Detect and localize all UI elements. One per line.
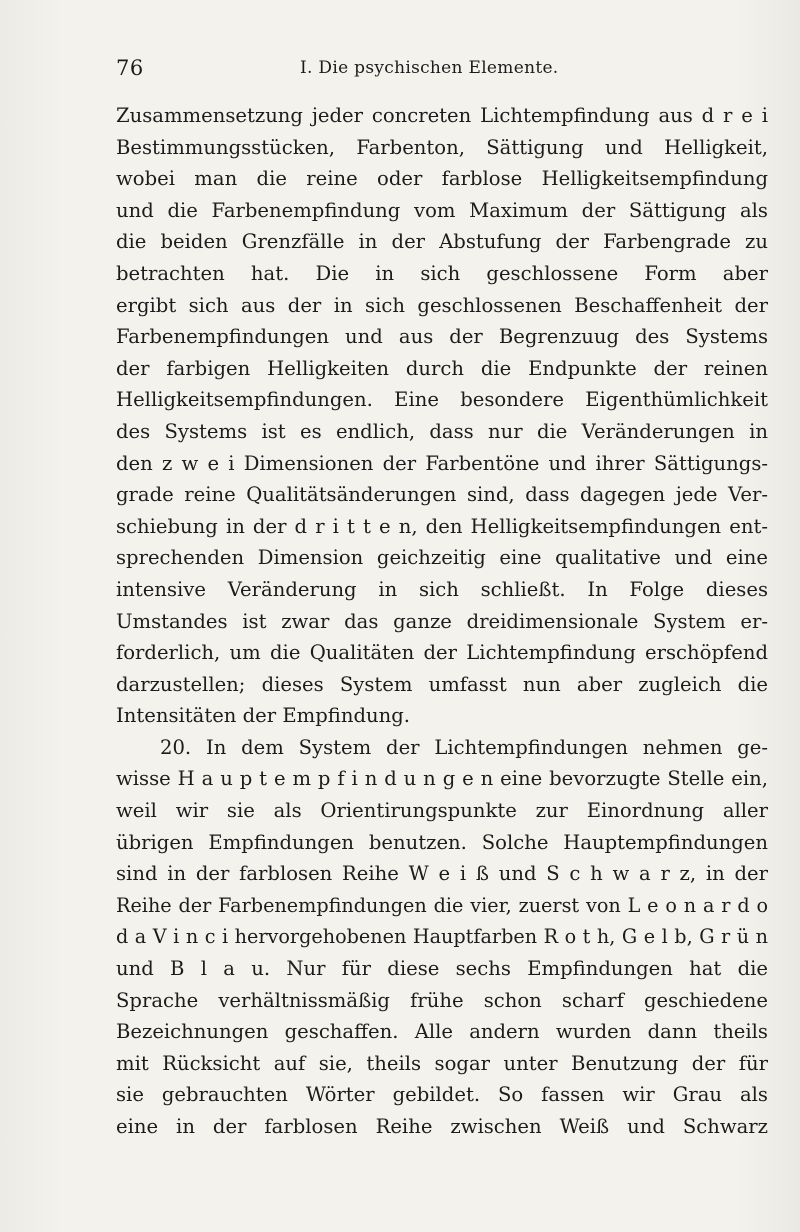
- text-line: wisse H a u p t e m p f i n d u n g e n eine bevorzugte Stelle ein,: [116, 767, 768, 791]
- text-line: Sprache verhältnissmäßig frühe schon scharf geschiedene: [116, 988, 768, 1012]
- text-line: intensive Veränderung in sich schließt. In Folge dieses: [116, 577, 768, 601]
- text-line: schiebung in der d r i t t e n, den Helligkeitsempfindungen ent-: [116, 514, 768, 538]
- text-line: die beiden Grenzfälle in der Abstufung der Farbengrade zu: [116, 230, 768, 254]
- text-line: d a V i n c i hervorgehobenen Hauptfarben R o t h, G e l b, G r ü n: [116, 925, 768, 949]
- text-line: Bestimmungsstücken, Farbenton, Sättigung und Helligkeit,: [116, 135, 768, 159]
- text-line: wobei man die reine oder farblose Helligkeitsempfindung: [116, 167, 768, 191]
- text-line: Farbenempfindungen und aus der Begrenzuug des Systems: [116, 325, 768, 349]
- text-line: grade reine Qualitätsänderungen sind, dass dagegen jede Ver-: [116, 483, 768, 507]
- text-line: Helligkeitsempfindungen. Eine besondere Eigenthümlichkeit: [116, 388, 768, 412]
- text-line: darzustellen; dieses System umfasst nun aber zugleich die: [116, 672, 768, 696]
- text-line: der farbigen Helligkeiten durch die Endpunkte der reinen: [116, 356, 768, 380]
- text-line: weil wir sie als Orientirungspunkte zur Einordnung aller: [116, 799, 768, 823]
- text-line: forderlich, um die Qualitäten der Lichtempfindung erschöpfend: [116, 641, 768, 665]
- text-line: eine in der farblosen Reihe zwischen Weiß und Schwarz: [116, 1115, 768, 1138]
- text-line: Zusammensetzung jeder concreten Lichtempfindung aus d r e i: [116, 104, 768, 127]
- running-head: I. Die psychischen Elemente.: [300, 58, 559, 78]
- text-line: sind in der farblosen Reihe W e i ß und S c h w a r z, in der: [116, 862, 768, 886]
- text-line: übrigen Empfindungen benutzen. Solche Hauptempfindungen: [116, 830, 768, 854]
- text-line: mit Rücksicht auf sie, theils sogar unter Benutzung der für: [116, 1051, 768, 1075]
- page-number: 76: [116, 56, 144, 80]
- page-header: [116, 56, 766, 90]
- body-text: [116, 100, 768, 1143]
- text-line: und die Farbenempfindung vom Maximum der Sättigung als: [116, 198, 768, 222]
- text-line: betrachten hat. Die in sich geschlossene Form aber: [116, 261, 768, 285]
- text-line: den z w e i Dimensionen der Farbentöne und ihrer Sättigungs-: [116, 451, 768, 475]
- text-line: sprechenden Dimension geichzeitig eine qualitative und eine: [116, 546, 768, 570]
- text-line: des Systems ist es endlich, dass nur die Veränderungen in: [116, 419, 768, 443]
- paragraph-end-line: Intensitäten der Empfindung.: [116, 704, 411, 728]
- text-line: Bezeichnungen geschaffen. Alle andern wurden dann theils: [116, 1020, 768, 1044]
- text-line: Umstandes ist zwar das ganze dreidimensionale System er-: [116, 609, 768, 633]
- paragraph-start-line: 20. In dem System der Lichtempfindungen nehmen ge-: [160, 735, 768, 759]
- text-line: ergibt sich aus der in sich geschlossenen Beschaffenheit der: [116, 293, 768, 317]
- text-line: sie gebrauchten Wörter gebildet. So fassen wir Grau als: [116, 1083, 768, 1107]
- text-line: Reihe der Farbenempfindungen die vier, zuerst von L e o n a r d o: [116, 893, 768, 917]
- text-line: und B l a u. Nur für diese sechs Empfindungen hat die: [116, 957, 768, 981]
